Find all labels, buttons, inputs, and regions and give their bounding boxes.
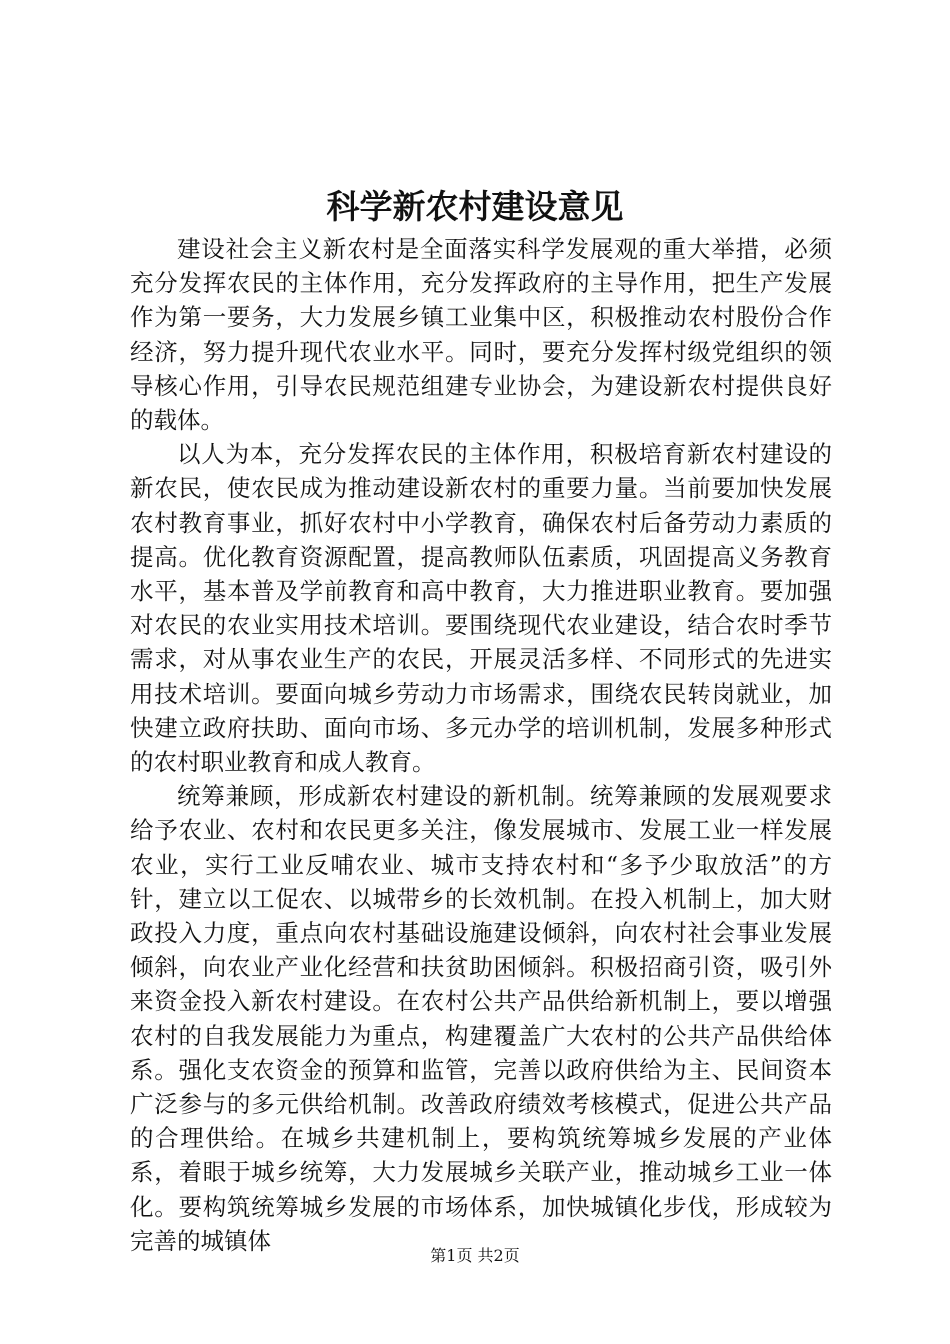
page-number-footer: 第1页 共2页 bbox=[430, 1246, 520, 1265]
paragraph-1: 建设社会主义新农村是全面落实科学发展观的重大举措，必须充分发挥农民的主体作用，充分发挥政府的主导作用，把生产发展作为第一要务，大力发展乡镇工业集中区，积极推动农村股份合作经济，努力提升现代农业水平。同时，要充分发挥村级党组织的领导核心作用，引导农民规范组建专业协会，为建设新农村提供良好的载体。 bbox=[130, 235, 832, 435]
document-title: 科学新农村建设意见 bbox=[326, 187, 624, 226]
paragraph-3: 统筹兼顾，形成新农村建设的新机制。统筹兼顾的发展观要求给予农业、农村和农民更多关注，像发展城市、发展工业一样发展农业，实行工业反哺农业、城市支持农村和“多予少取放活”的方针，建立以工促农、以城带乡的长效机制。在投入机制上，加大财政投入力度，重点向农村基础设施建设倾斜，向农村社会事业发展倾斜，向农业产业化经营和扶贫助困倾斜。积极招商引资，吸引外来资金投入新农村建设。在农村公共产品供给新机制上，要以增强农村的自我发展能力为重点，构建覆盖广大农村的公共产品供给体系。强化支农资金的预算和监管，完善以政府供给为主、民间资本广泛参与的多元供给机制。改善政府绩效考核模式，促进公共产品的合理供给。在城乡共建机制上，要构筑统筹城乡发展的产业体系，着眼于城乡统筹，大力发展城乡关联产业，推动城乡工业一体化。要构筑统筹城乡发展的市场体系，加快城镇化步伐，形成较为完善的城镇体 bbox=[130, 782, 832, 1255]
paragraph-2: 以人为本，充分发挥农民的主体作用，积极培育新农村建设的新农民，使农民成为推动建设新农村的重要力量。当前要加快发展农村教育事业，抓好农村中小学教育，确保农村后备劳动力素质的提高。优化教育资源配置，提高教师队伍素质，巩固提高义务教育水平，基本普及学前教育和高中教育，大力推进职业教育。要加强对农民的农业实用技术培训。要围绕现代农业建设，结合农时季节需求，对从事农业生产的农民，开展灵活多样、不同形式的先进实用技术培训。要面向城乡劳动力市场需求，围绕农民转岗就业，加快建立政府扶助、面向市场、多元办学的培训机制，发展多种形式的农村职业教育和成人教育。 bbox=[130, 440, 832, 777]
document-body bbox=[130, 232, 832, 1258]
